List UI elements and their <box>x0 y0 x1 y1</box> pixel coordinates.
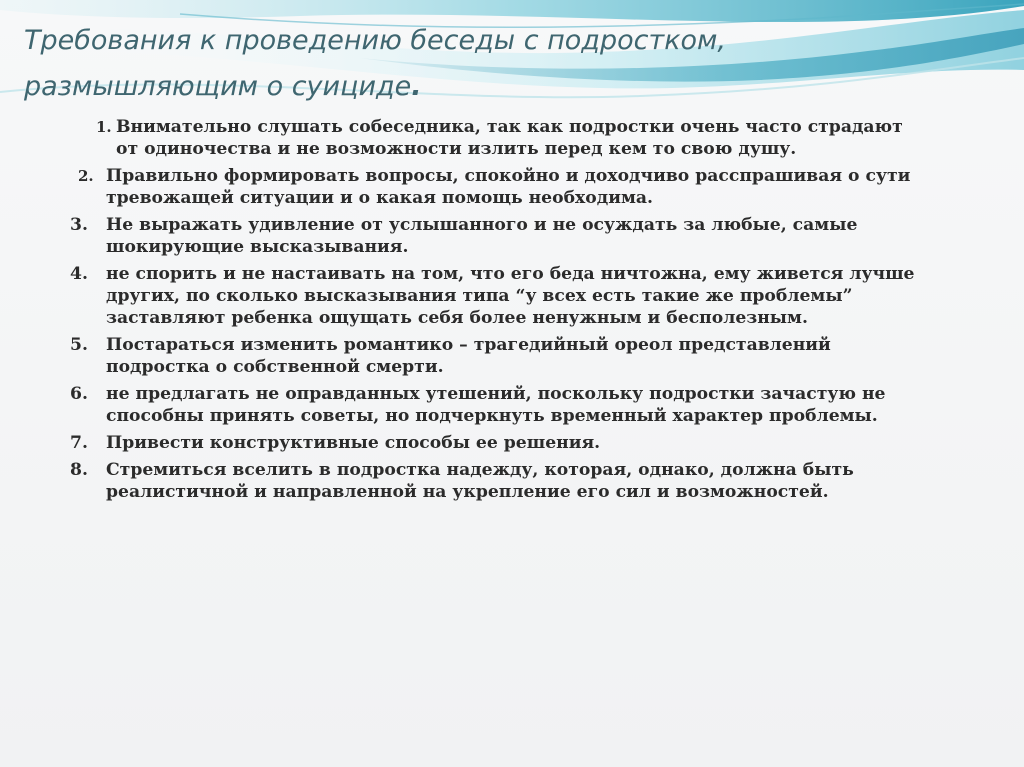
item-number: 3. <box>70 215 88 235</box>
list-item-5 <box>70 334 930 378</box>
list-item-1 <box>96 116 930 160</box>
item-number: 7. <box>70 433 88 453</box>
slide-title <box>24 18 984 110</box>
list-item-8 <box>70 459 930 503</box>
title-line-2: размышляющим о суициде <box>24 71 412 102</box>
item-text: Внимательно слушать собеседника, так как подростки очень часто страдают от одиночества и не возможности излить перед кем то свою душу. <box>116 117 903 159</box>
requirements-list <box>70 116 930 508</box>
title-line-1: Требования к проведению беседы с подростком, <box>24 25 726 56</box>
item-text: не предлагать не оправданных утешений, поскольку подростки зачастую не способны принять советы, но подчеркнуть временный характер проблемы. <box>106 384 886 426</box>
title-dot: . <box>411 71 422 102</box>
item-number: 6. <box>70 384 88 404</box>
list-item-4 <box>70 263 930 329</box>
item-text: Не выражать удивление от услышанного и не осуждать за любые, самые шокирующие высказывания. <box>106 215 858 257</box>
item-number: 1. <box>96 118 112 136</box>
item-text: не спорить и не настаивать на том, что его беда ничтожна, ему живется лучше других, по сколько высказывания типа “у всех есть такие же проблемы” заставляют ребенка ощущать себя более ненужным и бесполезным. <box>106 264 915 328</box>
item-number: 2. <box>78 167 94 185</box>
item-number: 8. <box>70 460 88 480</box>
list-item-3 <box>70 214 930 258</box>
item-text: Постараться изменить романтико – трагедийный ореол представлений подростка о собственной смерти. <box>106 335 831 377</box>
item-number: 5. <box>70 335 88 355</box>
item-text: Правильно формировать вопросы, спокойно и доходчиво расспрашивая о сути тревожащей ситуации и о какая помощь необходима. <box>106 166 911 208</box>
item-number: 4. <box>70 264 88 284</box>
list-item-2 <box>78 165 930 209</box>
list-item-6 <box>70 383 930 427</box>
item-text: Стремиться вселить в подростка надежду, которая, однако, должна быть реалистичной и направленной на укрепление его сил и возможностей. <box>106 460 854 502</box>
list-item-7 <box>70 432 930 454</box>
item-text: Привести конструктивные способы ее решения. <box>106 433 601 453</box>
